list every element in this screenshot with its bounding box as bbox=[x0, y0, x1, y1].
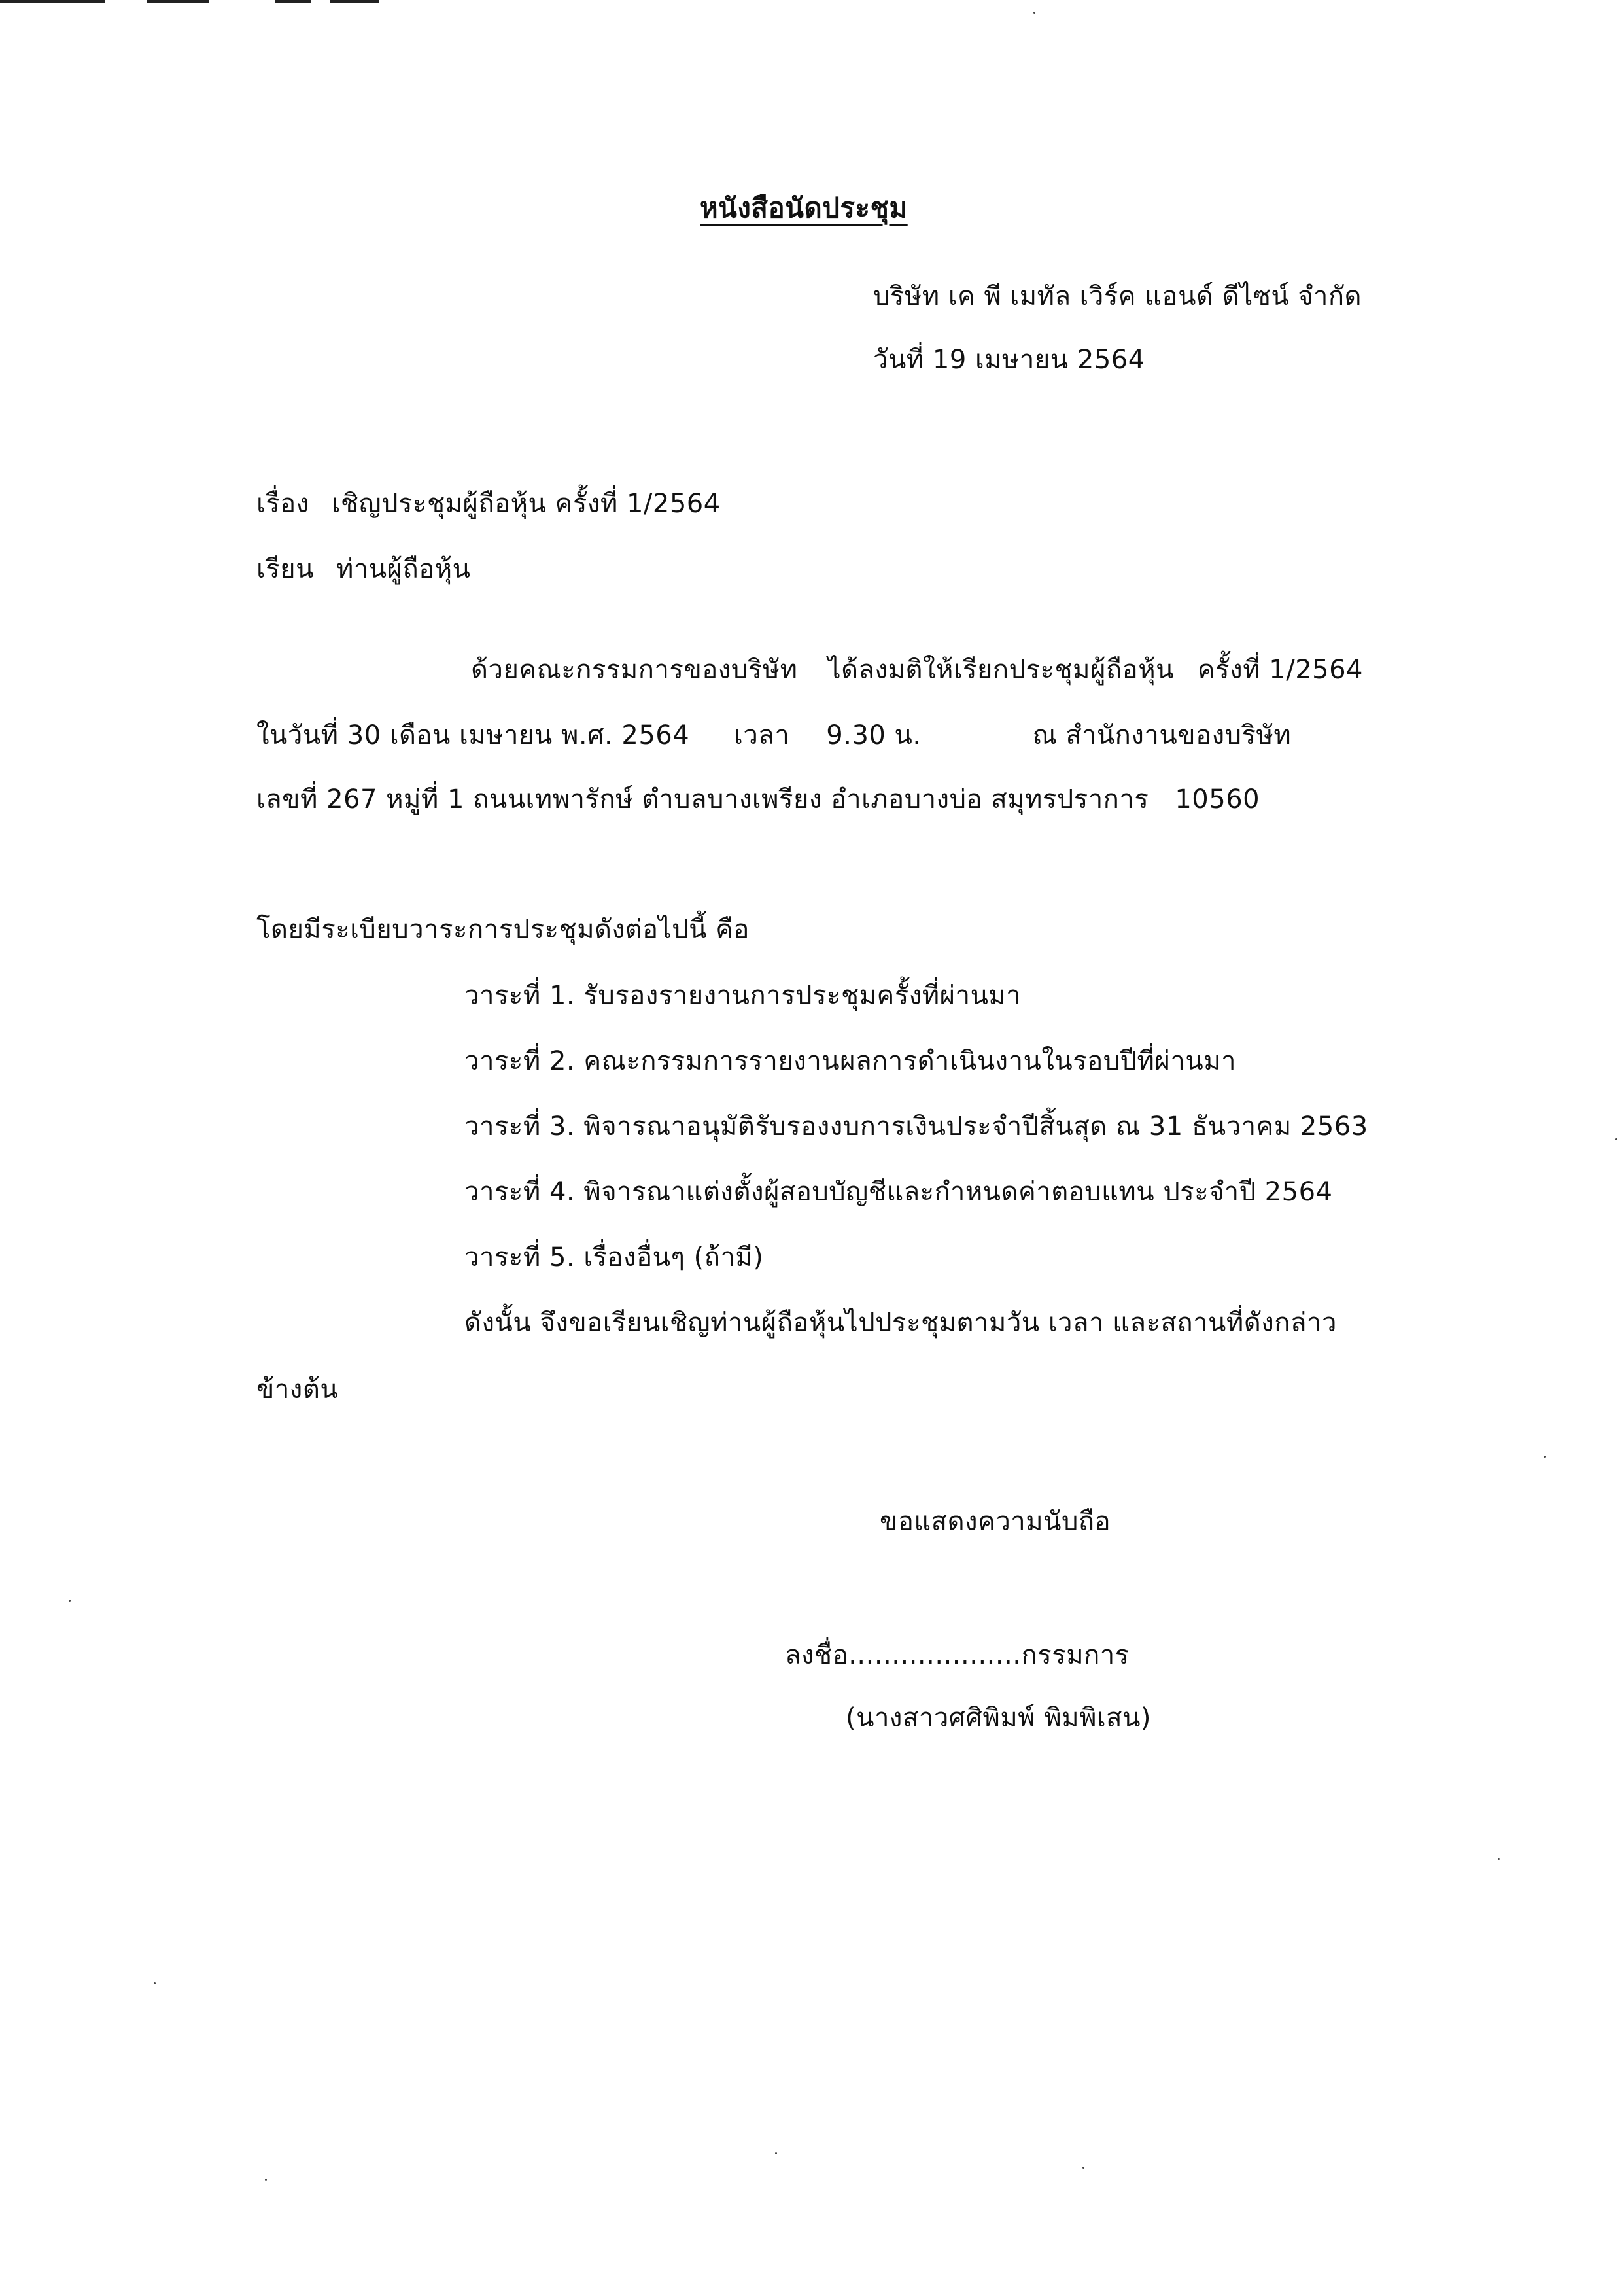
body-line-2-part: 9.30 น. bbox=[826, 720, 922, 750]
body-line-1-part: ครั้งที่ 1/2564 bbox=[1197, 655, 1363, 685]
body-line-3-zip: 10560 bbox=[1175, 784, 1260, 815]
scan-speck bbox=[265, 2179, 267, 2181]
scan-speck bbox=[1033, 12, 1035, 14]
agenda-intro: โดยมีระเบียบวาระการประชุมดังต่อไปนี้ คือ bbox=[256, 915, 750, 945]
body-line-1 bbox=[471, 652, 1363, 688]
body-line-2-part: ณ สำนักงานของบริษัท bbox=[1032, 720, 1292, 750]
body-line-3-address: เลขที่ 267 หมู่ที่ 1 ถนนเทพารักษ์ ตำบลบางเพรียง อำเภอบางบ่อ สมุทรปราการ bbox=[256, 784, 1149, 815]
agenda-item: วาระที่ 5. เรื่องอื่นๆ (ถ้ามี) bbox=[464, 1242, 764, 1272]
regards: ขอแสดงความนับถือ bbox=[880, 1507, 1111, 1537]
signer-name: (นางสาวศศิพิมพ์ พิมพิเสน) bbox=[846, 1703, 1152, 1733]
scan-mark bbox=[147, 0, 209, 3]
agenda-item: วาระที่ 1. รับรองรายงานการประชุมครั้งที่ผ่านมา bbox=[464, 981, 1022, 1011]
scan-mark bbox=[330, 0, 379, 3]
agenda-item: วาระที่ 4. พิจารณาแต่งตั้งผู้สอบบัญชีและกำหนดค่าตอบแทน ประจำปี 2564 bbox=[464, 1177, 1333, 1207]
closing-line-1: ดังนั้น จึงขอเรียนเชิญท่านผู้ถือหุ้นไปประชุมตามวัน เวลา และสถานที่ดังกล่าว bbox=[464, 1308, 1337, 1338]
body-line-1-part: ด้วยคณะกรรมการของบริษัท bbox=[471, 655, 798, 685]
recipient-row bbox=[256, 551, 471, 587]
subject-label: เรื่อง bbox=[256, 489, 309, 519]
body-line-3 bbox=[256, 781, 1260, 818]
scan-speck bbox=[1498, 1858, 1500, 1860]
scan-speck bbox=[69, 1600, 71, 1602]
scan-mark bbox=[0, 0, 105, 3]
recipient-text: ท่านผู้ถือหุ้น bbox=[336, 554, 471, 584]
scan-speck bbox=[1082, 2167, 1084, 2169]
agenda-item: วาระที่ 2. คณะกรรมการรายงานผลการดำเนินงานในรอบปีที่ผ่านมา bbox=[464, 1046, 1236, 1076]
body-line-2 bbox=[256, 717, 1291, 754]
agenda-item: วาระที่ 3. พิจารณาอนุมัติรับรองงบการเงินประจำปีสิ้นสุด ณ 31 ธันวาคม 2563 bbox=[464, 1112, 1368, 1142]
scan-speck bbox=[1615, 1138, 1617, 1140]
body-line-2-part: ในวันที่ 30 เดือน เมษายน พ.ศ. 2564 bbox=[256, 720, 690, 750]
recipient-label: เรียน bbox=[256, 554, 314, 584]
scan-speck bbox=[154, 1982, 156, 1984]
subject-row bbox=[256, 485, 721, 522]
scan-speck bbox=[775, 2152, 777, 2154]
letter-date: วันที่ 19 เมษายน 2564 bbox=[873, 345, 1145, 375]
signature-line: ลงชื่อ....................กรรมการ bbox=[785, 1640, 1130, 1670]
subject-text: เชิญประชุมผู้ถือหุ้น ครั้งที่ 1/2564 bbox=[331, 489, 721, 519]
scan-speck bbox=[1544, 1456, 1546, 1458]
body-line-2-part: เวลา bbox=[734, 720, 790, 750]
body-line-1-part: ได้ลงมติให้เรียกประชุมผู้ถือหุ้น bbox=[827, 655, 1174, 685]
letter-title: หนังสือนัดประชุม bbox=[700, 192, 908, 224]
company-name: บริษัท เค พี เมทัล เวิร์ค แอนด์ ดีไซน์ จำกัด bbox=[873, 281, 1362, 311]
closing-line-2: ข้างต้น bbox=[256, 1375, 339, 1405]
scan-mark bbox=[275, 0, 311, 3]
